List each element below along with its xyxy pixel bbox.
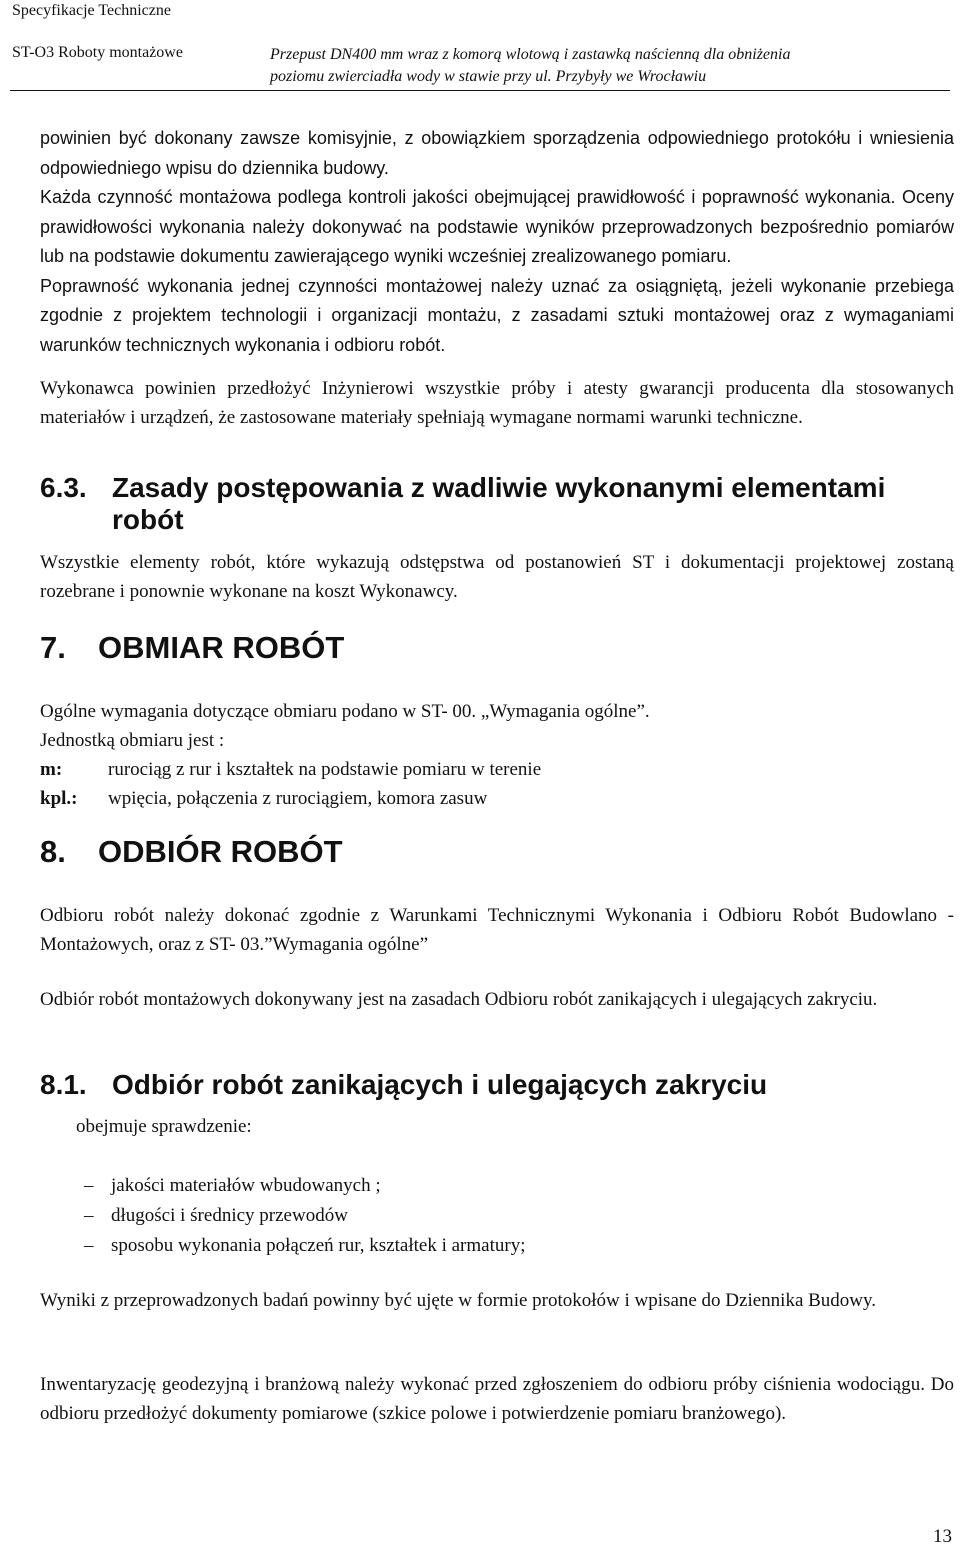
section-8-heading [40, 834, 954, 870]
section-6-3-body [40, 548, 954, 606]
inspection-list [84, 1171, 944, 1261]
paragraph-commission: powinien być dokonany zawsze komisyjnie, z obowiązkiem sporządzenia odpowiedniego protokółu i wniesienia odpowiedniego wpisu do dziennika budowy. [40, 128, 954, 178]
project-title-line-2: poziomu zwierciadła wody w stawie przy ul. Przybyły we Wrocławiu [270, 68, 707, 85]
paragraph-defective-elements: Wszystkie elementy robót, które wykazują odstępstwa od postanowień ST i dokumentacji projektowej zostaną rozebrane i ponownie wykonane na koszt Wykonawcy. [40, 552, 954, 602]
list-item [84, 1231, 944, 1261]
unit-description: rurociąg z rur i kształtek na podstawie pomiaru w terenie [108, 759, 542, 780]
measurement-general-requirements: Ogólne wymagania dotyczące obmiaru podano w ST- 00. „Wymagania ogólne”. [40, 701, 650, 722]
unit-description: wpięcia, połączenia z rurociągiem, komora zasuw [108, 788, 488, 809]
continued-text-block [40, 124, 954, 360]
list-item-text: jakości materiałów wbudowanych ; [111, 1175, 381, 1196]
section-8-1-body-2 [40, 1370, 954, 1428]
section-6-3-heading [40, 472, 954, 536]
paragraph-acceptance-conditions: Odbioru robót należy dokonać zgodnie z Warunkami Technicznymi Wykonania i Odbioru Robót Budowlano - Montażowych, oraz z ST- 03.”Wymagania ogólne” [40, 905, 954, 955]
inspection-intro: obejmuje sprawdzenie: [76, 1116, 252, 1137]
section-7-heading [40, 630, 954, 666]
section-8-1-body-1 [40, 1286, 954, 1315]
contractor-paragraph-block [40, 374, 954, 432]
dash-bullet: – [84, 1235, 94, 1256]
section-number: 6.3. [40, 472, 87, 503]
section-number: 8. [40, 834, 66, 869]
section-title: OBMIAR ROBÓT [98, 630, 345, 665]
list-item-text: długości i średnicy przewodów [111, 1205, 348, 1226]
section-8-1-heading [40, 1069, 954, 1101]
header-divider [10, 90, 950, 91]
paragraph-correctness: Poprawność wykonania jednej czynności montażowej należy uznać za osiągniętą, jeżeli wykonanie przebiega zgodnie z projektem technologii i organizacji montażu, z zasadami sztuki montażowej oraz z wymaganiami warunków technicznych wykonania i odbioru robót. [40, 275, 954, 355]
section-8-1-intro [76, 1112, 946, 1141]
section-7-body [40, 697, 954, 813]
document-category: Specyfikacje Techniczne [12, 2, 171, 19]
paragraph-acceptance-rules: Odbiór robót montażowych dokonywany jest na zasadach Odbioru robót zanikających i ulegających zakryciu. [40, 989, 878, 1010]
unit-row-kpl [40, 784, 954, 813]
section-8-body-2 [40, 985, 954, 1014]
section-title: Zasady postępowania z wadliwie wykonanymi elementami robót [112, 472, 886, 535]
page-number: 13 [933, 1526, 952, 1547]
section-8-body-1 [40, 901, 954, 959]
paragraph-test-results: Wyniki z przeprowadzonych badań powinny być ujęte w formie protokołów i wpisane do Dziennika Budowy. [40, 1290, 877, 1311]
paragraph-quality-control: Każda czynność montażowa podlega kontroli jakości obejmującej prawidłowość i poprawność wykonania. Oceny prawidłowości wykonania należy dokonywać na podstawie wyników przeprowadzonych bezpośrednio pomiarów lub na podstawie dokumentu zawierającego wyniki wcześniej zrealizowanego pomiaru. [40, 187, 954, 266]
paragraph-contractor-tests: Wykonawca powinien przedłożyć Inżynierowi wszystkie próby i atesty gwarancji producenta dla stosowanych materiałów i urządzeń, że zastosowane materiały spełniają wymagane normami warunki techniczne. [40, 378, 954, 428]
dash-bullet: – [84, 1175, 94, 1196]
unit-label: kpl.: [40, 788, 78, 809]
measurement-unit-intro: Jednostką obmiaru jest : [40, 730, 225, 751]
section-title: ODBIÓR ROBÓT [98, 834, 343, 869]
dash-bullet: – [84, 1205, 94, 1226]
unit-label: m: [40, 759, 63, 780]
project-title-line-1: Przepust DN400 mm wraz z komorą wlotową i zastawką naścienną dla obniżenia [270, 46, 791, 63]
list-item-text: sposobu wykonania połączeń rur, kształtek i armatury; [111, 1235, 526, 1256]
unit-row-m [40, 755, 954, 784]
section-number: 7. [40, 630, 66, 665]
section-title: Odbiór robót zanikających i ulegających zakryciu [112, 1069, 768, 1100]
project-title [270, 44, 790, 88]
spec-code: ST-O3 Roboty montażowe [12, 44, 183, 61]
section-number: 8.1. [40, 1069, 87, 1100]
list-item [84, 1171, 944, 1201]
paragraph-survey-inventory: Inwentaryzację geodezyjną i branżową należy wykonać przed zgłoszeniem do odbioru próby ciśnienia wodociągu. Do odbioru przedłożyć dokumenty pomiarowe (szkice polowe i potwierdzenie pomiaru branżowego). [40, 1374, 954, 1424]
list-item [84, 1201, 944, 1231]
